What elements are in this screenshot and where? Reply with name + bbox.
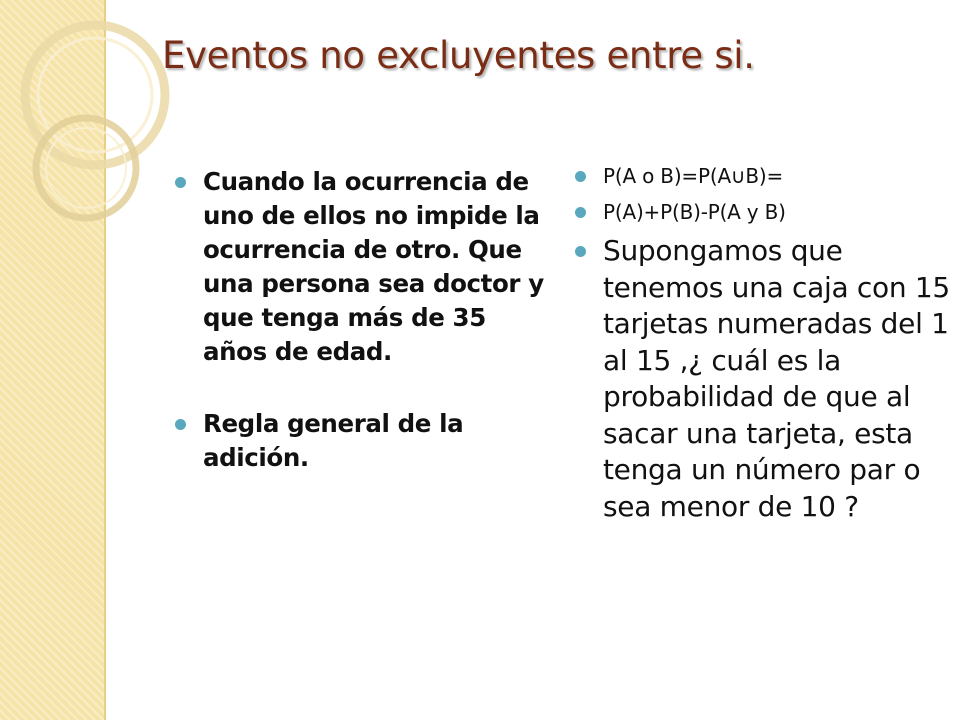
bullet-text: Regla general de la adición. [203, 409, 464, 472]
bullet-icon [575, 246, 586, 257]
bullet-icon [175, 419, 186, 430]
formula-text: P(A)+P(B)-P(A y B) [603, 200, 786, 224]
list-item [575, 233, 955, 525]
slide-title: Eventos no excluyentes entre si. [162, 34, 755, 77]
bullet-text: Supongamos que tenemos una caja con 15 tarjetas numeradas del 1 al 15 ,¿ cuál es la probabilidad de que al sacar una tarjeta, esta tenga un número par o sea menor de 10 ? [603, 234, 950, 523]
list-item [575, 197, 955, 227]
left-bullet-list [175, 165, 545, 475]
bullet-icon [175, 177, 186, 188]
list-item [575, 161, 955, 191]
list-item [175, 165, 545, 369]
bullet-icon [575, 171, 586, 182]
decorative-rings-icon [0, 0, 180, 260]
formula-text: P(A o B)=P(A∪B)= [603, 164, 784, 188]
right-bullet-list [575, 161, 955, 525]
bullet-icon [575, 207, 586, 218]
bullet-text: Cuando la ocurrencia de uno de ellos no impide la ocurrencia de otro. Que una persona sea doctor y que tenga más de 35 años de edad. [203, 167, 544, 366]
list-item [175, 407, 545, 475]
